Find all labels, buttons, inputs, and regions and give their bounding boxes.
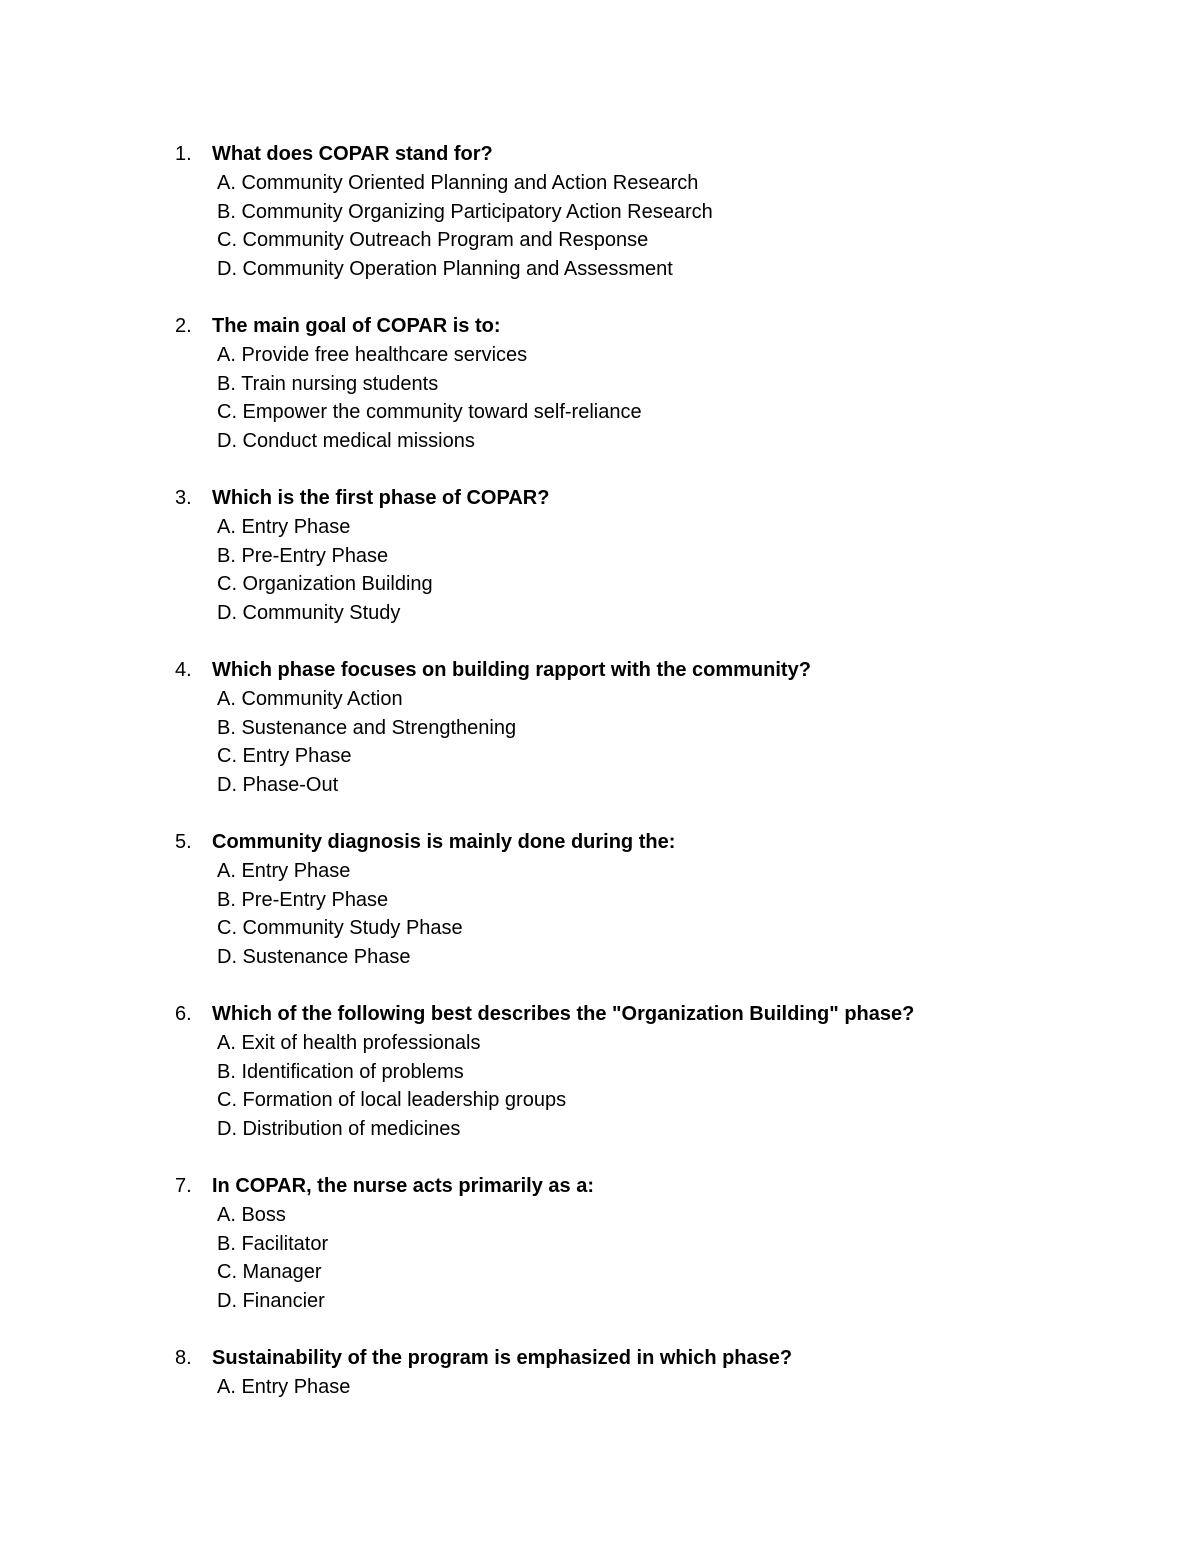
question-number: 8.	[175, 1347, 192, 1369]
answer-option: C. Organization Building	[217, 573, 433, 595]
answer-options	[0, 1201, 1200, 1315]
answer-option: B. Identification of problems	[217, 1060, 464, 1083]
question-7	[0, 1172, 1200, 1315]
answer-options	[0, 169, 1200, 283]
answer-option: A. Community Action	[217, 688, 403, 710]
question-5	[0, 828, 1200, 971]
question-number: 1.	[175, 143, 192, 165]
answer-options	[0, 1029, 1200, 1143]
question-line	[0, 1172, 1200, 1201]
question-number: 4.	[175, 659, 192, 681]
answer-options	[0, 685, 1200, 799]
answer-option: B. Pre-Entry Phase	[217, 544, 389, 567]
answer-option: C. Community Study Phase	[217, 917, 463, 939]
answer-option: D. Financier	[217, 1289, 325, 1312]
answer-option: A. Entry Phase	[217, 1376, 351, 1398]
question-text: What does COPAR stand for?	[212, 143, 493, 165]
answer-option: D. Distribution of medicines	[217, 1117, 461, 1140]
answer-option: D. Conduct medical missions	[217, 429, 475, 452]
question-text: Which phase focuses on building rapport with the community?	[212, 659, 811, 681]
answer-option: B. Sustenance and Strengthening	[217, 716, 517, 739]
answer-option: B. Train nursing students	[217, 372, 439, 395]
question-text: Which is the first phase of COPAR?	[212, 487, 550, 509]
answer-option: A. Exit of health professionals	[217, 1032, 481, 1054]
answer-option: C. Empower the community toward self-reliance	[217, 401, 642, 423]
answer-option: B. Facilitator	[217, 1232, 329, 1255]
question-number: 2.	[175, 315, 192, 337]
question-line	[0, 656, 1200, 685]
answer-option: D. Community Operation Planning and Assessment	[217, 257, 673, 280]
question-line	[0, 312, 1200, 341]
question-text: Which of the following best describes the "Organization Building" phase?	[212, 1003, 915, 1025]
question-line	[0, 828, 1200, 857]
answer-option: D. Phase-Out	[217, 773, 339, 796]
answer-option: D. Community Study	[217, 601, 401, 624]
answer-options	[0, 513, 1200, 627]
answer-options	[0, 1373, 1200, 1402]
question-1	[0, 140, 1200, 283]
question-2	[0, 312, 1200, 455]
answer-option: C. Entry Phase	[217, 745, 352, 767]
question-number: 7.	[175, 1175, 192, 1197]
question-4	[0, 656, 1200, 799]
question-3	[0, 484, 1200, 627]
question-number: 5.	[175, 831, 192, 853]
answer-option: B. Community Organizing Participatory Action Research	[217, 200, 713, 223]
answer-option: A. Provide free healthcare services	[217, 344, 528, 366]
answer-option: A. Entry Phase	[217, 860, 351, 882]
answer-option: C. Formation of local leadership groups	[217, 1089, 567, 1111]
answer-options	[0, 341, 1200, 455]
question-line	[0, 1000, 1200, 1029]
answer-option: A. Community Oriented Planning and Action Research	[217, 172, 699, 194]
question-number: 6.	[175, 1003, 192, 1025]
answer-option: B. Pre-Entry Phase	[217, 888, 389, 911]
answer-option: D. Sustenance Phase	[217, 945, 411, 968]
question-text: In COPAR, the nurse acts primarily as a:	[212, 1175, 594, 1197]
question-line	[0, 140, 1200, 169]
answer-option: A. Entry Phase	[217, 516, 351, 538]
question-line	[0, 1344, 1200, 1373]
question-text: The main goal of COPAR is to:	[212, 315, 501, 337]
question-text: Sustainability of the program is emphasized in which phase?	[212, 1347, 793, 1369]
answer-options	[0, 857, 1200, 971]
question-line	[0, 484, 1200, 513]
question-6	[0, 1000, 1200, 1143]
question-text: Community diagnosis is mainly done during the:	[212, 831, 676, 853]
quiz-question-list	[0, 140, 1200, 1431]
question-number: 3.	[175, 487, 192, 509]
answer-option: C. Manager	[217, 1261, 322, 1283]
question-8	[0, 1344, 1200, 1402]
answer-option: A. Boss	[217, 1204, 286, 1226]
answer-option: C. Community Outreach Program and Response	[217, 229, 649, 251]
